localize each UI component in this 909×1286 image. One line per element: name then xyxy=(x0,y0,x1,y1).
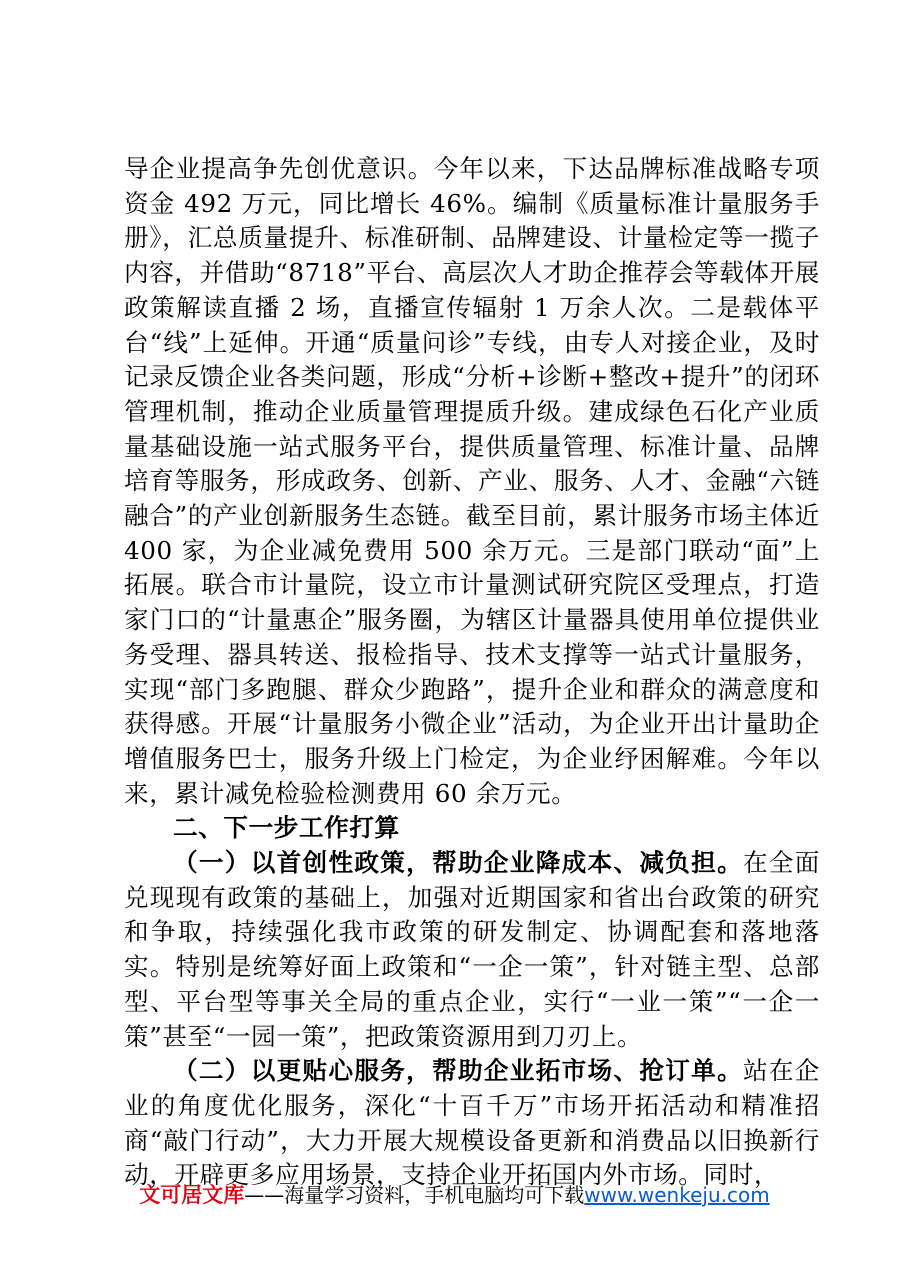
footer-tagline: ——海量学习资料，手机电脑均可下载 xyxy=(244,1183,585,1207)
document-body xyxy=(124,152,820,1193)
footer-site-link[interactable]: www.wenkeju.com xyxy=(584,1183,770,1207)
section-heading: 二、下一步工作打算 xyxy=(173,813,400,843)
plan-item-2 xyxy=(124,1054,820,1193)
plan-item-1 xyxy=(124,846,820,1054)
plan-item-1-lead: （一）以首创性政策，帮助企业降成本、减负担。 xyxy=(173,848,743,878)
footer-brand: 文可居文库 xyxy=(139,1183,245,1207)
plan-item-2-text: 站在企业的角度优化服务，深化“十百千万”市场开拓活动和精准招商“敲门行动”，大力开展大规模设备更新和消费品以旧换新行动，开辟更多应用场景，支持企业开拓国内外市场。同时， xyxy=(124,1056,820,1190)
plan-item-2-lead: （二）以更贴心服务，帮助企业拓市场、抢订单。 xyxy=(173,1056,743,1086)
footer-watermark xyxy=(0,1180,909,1210)
plan-item-1-text: 在全面兑现现有政策的基础上，加强对近期国家和省出台政策的研究和争取，持续强化我市政策的研发制定、协调配套和落地落实。特别是统筹好面上政策和“一企一策”，针对链主型、总部型、平台型等事关全局的重点企业，实行“一业一策”“一企一策”甚至“一园一策”，把政策资源用到刀刃上。 xyxy=(124,848,820,1051)
body-paragraph: 导企业提高争先创优意识。今年以来，下达品牌标准战略专项资金 492 万元，同比增长 46%。编制《质量标准计量服务手册》，汇总质量提升、标准研制、品牌建设、计量检定等一揽子内容，并借助“8718”平台、高层次人才助企推荐会等载体开展政策解读直播 2 场，直播宣传辐射 1 万余人次。二是载体平台“线”上延伸。开通“质量问诊”专线，由专人对接企业，及时记录反馈企业各类问题，形成“分析+诊断+整改+提升”的闭环管理机制，推动企业质量管理提质升级。建成绿色石化产业质量基础设施一站式服务平台，提供质量管理、标准计量、品牌培育等服务，形成政务、创新、产业、服务、人才、金融“六链融合”的产业创新服务生态链。截至目前，累计服务市场主体近 400 家，为企业减免费用 500 余万元。三是部门联动“面”上拓展。联合市计量院，设立市计量测试研究院区受理点，打造家门口的“计量惠企”服务圈，为辖区计量器具使用单位提供业务受理、器具转送、报检指导、技术支撑等一站式计量服务，实现“部门多跑腿、群众少跑路”，提升企业和群众的满意度和获得感。开展“计量服务小微企业”活动，为企业开出计量助企增值服务巴士，服务升级上门检定，为企业纾困解难。今年以来，累计减免检验检测费用 60 余万元。 xyxy=(124,154,820,808)
